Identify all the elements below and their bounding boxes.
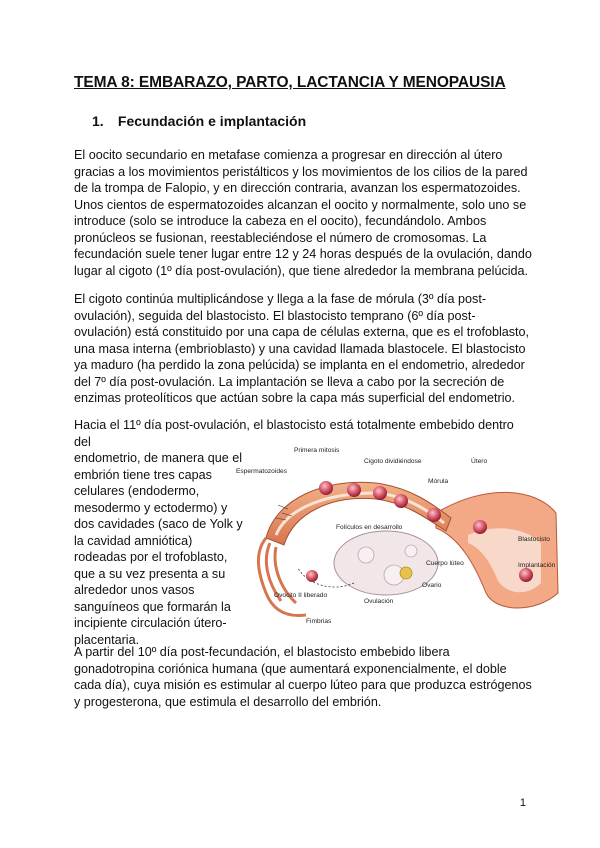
- label-morula: Mórula: [428, 478, 449, 485]
- label-cuerpo-luteo: Cuerpo lúteo: [426, 560, 464, 567]
- paragraph-cigoto: El cigoto continúa multiplicándose y llega a la fase de mórula (3º día post-ovulación), seguida del blastocisto. El blastocisto temprano (6º día post-ovulación) está constituido por una capa de células externa, que es el trofoblasto, una masa interna (embrioblasto) y una cavidad llamada blastocele. El blastocisto ya maduro (ha perdido la zona pelúcida) se implanta en el endometrio, alrededor del 7º día post-ovulación. La implantación se lleva a cabo por la secreción de enzimas proteolíticos que actúan sobre la capa más superficial del endometrio.: [74, 292, 530, 405]
- label-foliculos: Folículos en desarrollo: [336, 524, 403, 531]
- label-espermatozoides: Espermatozoides: [236, 468, 287, 475]
- fertilization-diagram: [236, 443, 562, 627]
- section-title: Fecundación e implantación: [117, 113, 307, 129]
- label-blastocisto: Blastocisto: [518, 536, 550, 543]
- label-ovulacion: Ovulación: [364, 598, 394, 605]
- label-cigoto: Cigoto dividiéndose: [364, 458, 422, 465]
- label-fimbrias: Fimbrias: [306, 618, 332, 625]
- implantacion-cell: [519, 568, 533, 582]
- page-title: TEMA 8: EMBARAZO, PARTO, LACTANCIA Y MENOPAUSIA: [74, 74, 506, 91]
- paragraph-embrion-wrapped: endometrio, de manera que el embrión tiene tres capas celulares (endodermo, mesodermo y ectodermo) y dos cavidades (saco de Yolk y la cavidad amniótica) rodeadas por el trofoblasto, que a su vez presenta a su alrededor unos vasos sanguíneos que formarán la incipiente circulación útero-placentaria.: [74, 451, 243, 647]
- page-number: 1: [519, 797, 526, 809]
- paragraph-embrion-line1: Hacia el 11º día post-ovulación, el blastocisto está totalmente embebido dentro del: [74, 418, 514, 449]
- label-ovocito: Ovocito II liberado: [274, 592, 328, 599]
- fimbriae: [258, 538, 306, 616]
- label-utero: Útero: [471, 458, 488, 465]
- paragraph-fecundacion: El oocito secundario en metafase comienza a progresar en dirección al útero gracias a los movimientos peristálticos y los movimientos de los cilios de la pared de la trompa de Falopio, y en dirección contraria, avanzan los espermatozoides. Unos cientos de espermatozoides alcanzan el oocito y normalmente, solo uno se introduce (solo se introduce la cabeza en el oocito), fecundándolo. Ambos pronúcleos se fusionan, reestableciéndose el número de cromosomas. La fecundación suele tener lugar entre 12 y 24 horas después de la ovulación, dando lugar al cigoto (1º día post-ovulación), que tiene alrededor la membrana pelúcida.: [74, 148, 532, 278]
- section-number: 1.: [92, 113, 104, 129]
- paragraph-gonadotropina: A partir del 10º día post-fecundación, el blastocisto embebido libera gonadotropina coriónica humana (que aumentará exponencialmente, el doble cada día), cuya misión es estimular al cuerpo lúteo para que produzca estrógenos y progesterona, que estimula el desarrollo del embrión.: [74, 645, 532, 709]
- label-ovario: Ovario: [422, 582, 442, 589]
- label-implantacion: Implantación: [518, 562, 556, 569]
- label-primera-mitosis: Primera mitosis: [294, 447, 340, 454]
- ovocito-cell: [306, 570, 318, 582]
- blastocisto-cell: [473, 520, 487, 534]
- morula-cell: [427, 508, 441, 522]
- section-heading: [92, 113, 306, 129]
- cigoto-cell: [319, 481, 333, 495]
